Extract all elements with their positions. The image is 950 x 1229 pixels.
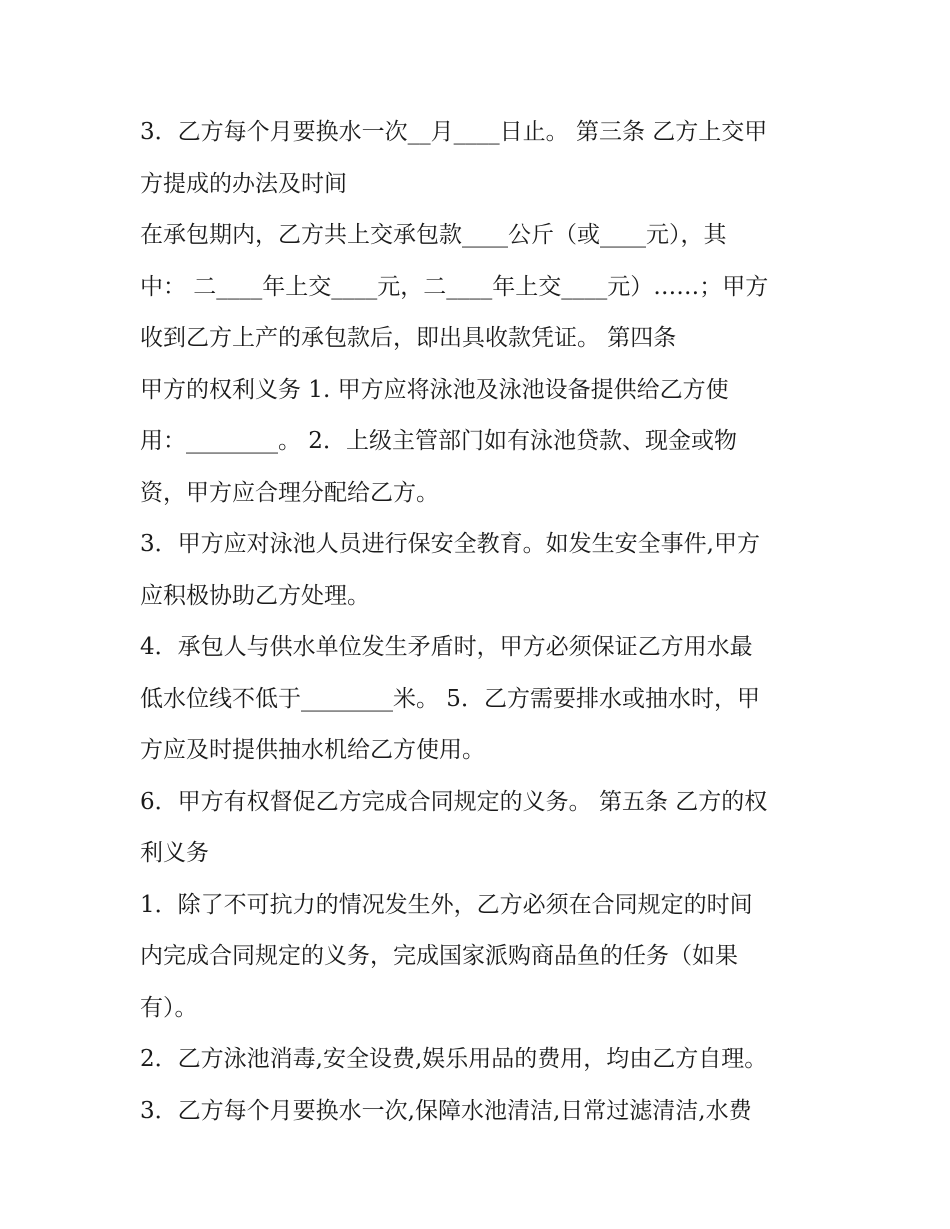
text-line: 低水位线不低于________米。 5．乙方需要排水或抽水时，甲 (140, 685, 760, 712)
text-line: 资，甲方应合理分配给乙方。 (140, 479, 439, 506)
contract-text (140, 107, 820, 1137)
text-line: 6．甲方有权督促乙方完成合同规定的义务。 第五条 乙方的权 (140, 788, 768, 815)
text-line: 收到乙方上产的承包款后，即出具收款凭证。 第四条 (140, 325, 677, 351)
text-line: 3．乙方每个月要换水一次,保障水池清洁,日常过滤清洁,水费 (140, 1097, 752, 1124)
text-line: 内完成合同规定的义务，完成国家派购商品鱼的任务（如果 (140, 943, 738, 969)
text-line: 3．乙方每个月要换水一次__月____日止。 第三条 乙方上交甲 (140, 119, 768, 145)
text-line: 2．乙方泳池消毒,安全设费,娱乐用品的费用，均由乙方自理。 (140, 1046, 768, 1072)
text-line: 方应及时提供抽水机给乙方使用。 (140, 737, 485, 763)
text-line: 方提成的办法及时间 (140, 170, 347, 197)
text-line: 利义务 (140, 840, 209, 866)
text-line: 甲方的权利义务 1. 甲方应将泳池及泳池设备提供给乙方使 (140, 376, 729, 403)
text-line: 4．承包人与供水单位发生矛盾时，甲方必须保证乙方用水最 (140, 634, 753, 660)
text-line: 应积极协助乙方处理。 (140, 582, 370, 609)
text-line: 中： 二____年上交____元，二____年上交____元）……；甲方 (140, 273, 769, 300)
text-line: 用：________。 2．上级主管部门如有泳池贷款、现金或物 (140, 428, 737, 454)
text-line: 1．除了不可抗力的情况发生外，乙方必须在合同规定的时间 (140, 891, 753, 918)
text-line: 3．甲方应对泳池人员进行保安全教育。如发生安全事件,甲方 (140, 531, 760, 557)
text-line: 在承包期内，乙方共上交承包款____公斤（或____元），其 (140, 222, 727, 248)
text-line: 有）。 (140, 994, 198, 1021)
